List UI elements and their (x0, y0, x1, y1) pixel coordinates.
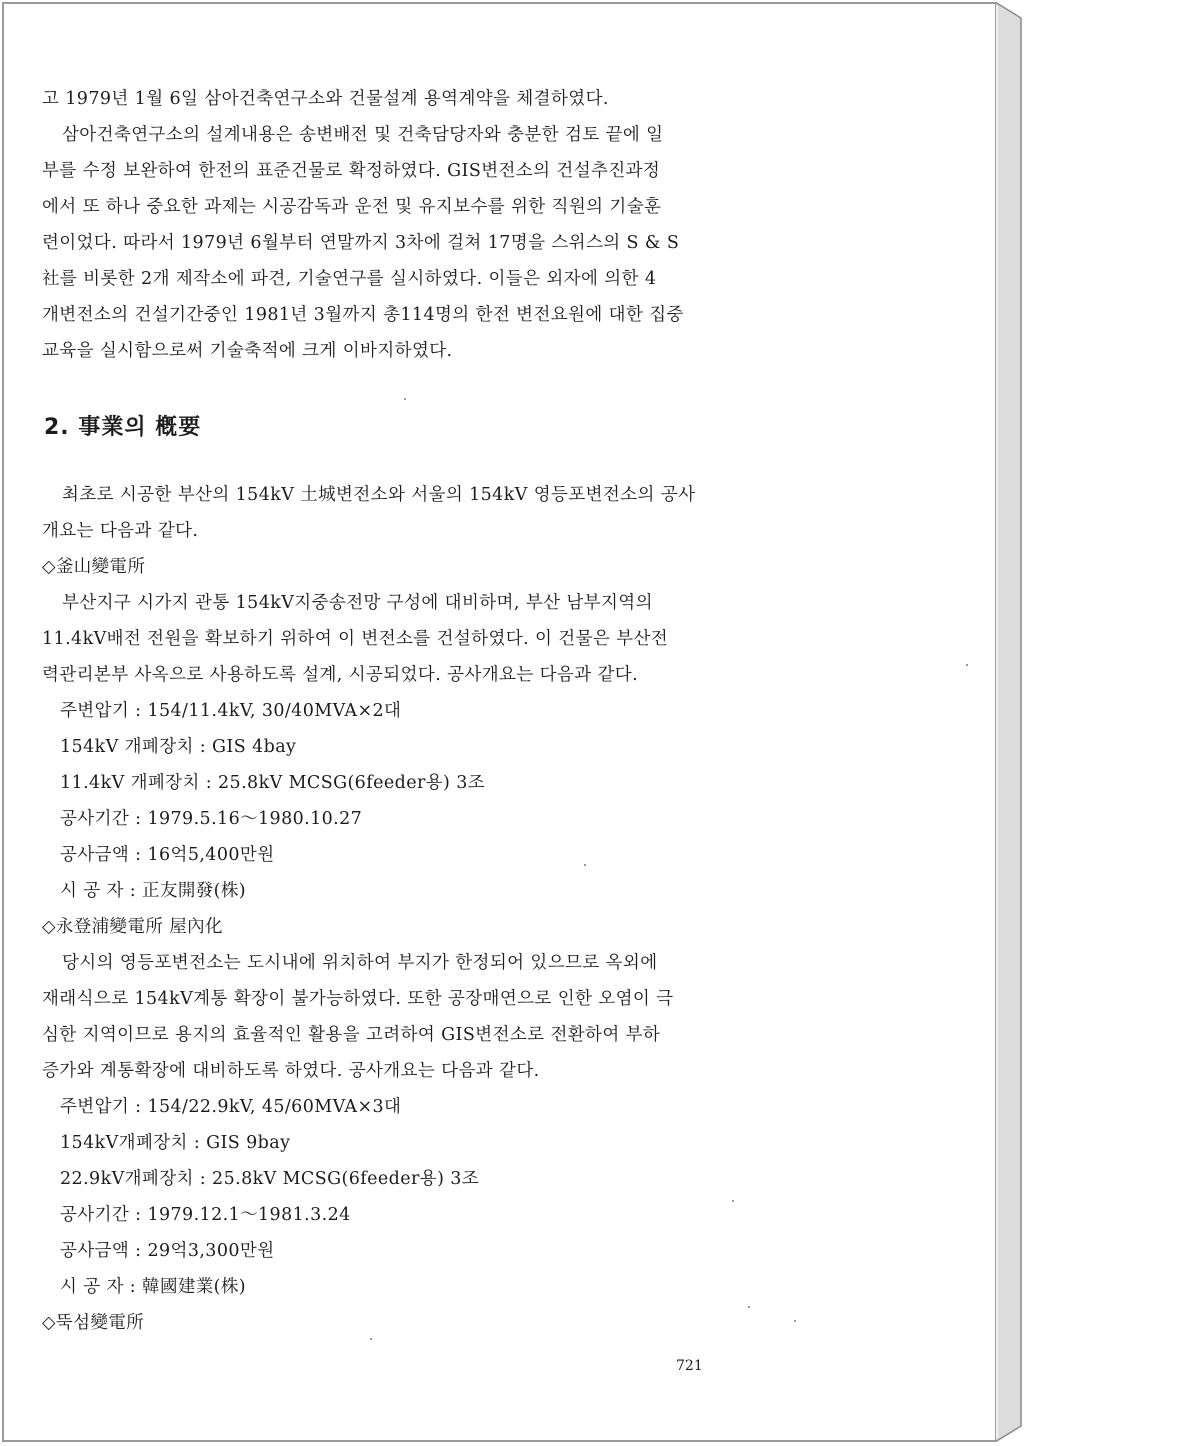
subsection-title: ◇釜山變電所 (42, 557, 146, 577)
subsection-title: ◇永登浦變電所 屋內化 (42, 917, 223, 937)
body-line: 11.4kV배전 전원을 확보하기 위하여 이 변전소를 건설하였다. 이 건물은 부산전 (42, 629, 669, 649)
body-line: 재래식으로 154kV계통 확장이 불가능하였다. 또한 공장매연으로 인한 오염이 극 (42, 989, 674, 1009)
spec-line: 11.4kV 개폐장치 : 25.8kV MCSG(6feeder용) 3조 (60, 773, 486, 793)
page-edge-shadow (995, 2, 1023, 1442)
spec-line: 주변압기 : 154/11.4kV, 30/40MVA×2대 (60, 701, 402, 721)
scan-speck (966, 664, 968, 666)
spec-line: 공사기간 : 1979.12.1～1981.3.24 (60, 1205, 351, 1225)
body-line: 부산지구 시가지 관통 154kV지중송전망 구성에 대비하며, 부산 남부지역의 (62, 593, 653, 613)
body-line: 부를 수정 보완하여 한전의 표준건물로 확정하였다. GIS변전소의 건설추진과정 (42, 161, 661, 181)
spec-line: 공사기간 : 1979.5.16～1980.10.27 (60, 809, 363, 829)
body-line: 당시의 영등포변전소는 도시내에 위치하여 부지가 한정되어 있으므로 옥외에 (62, 953, 658, 973)
body-line: 개변전소의 건설기간중인 1981년 3월까지 총114명의 한전 변전요원에 대한 집중 (42, 305, 684, 325)
scan-speck (404, 398, 406, 400)
subsection-title: ◇뚝섬變電所 (42, 1313, 145, 1333)
body-line: 심한 지역이므로 용지의 효율적인 활용을 고려하여 GIS변전소로 전환하여 부하 (42, 1025, 661, 1045)
spec-line: 154kV 개폐장치 : GIS 4bay (60, 737, 297, 757)
spec-line: 시 공 자 : 韓國建業(株) (60, 1277, 247, 1297)
body-line: 社를 비롯한 2개 제작소에 파견, 기술연구를 실시하였다. 이들은 외자에 의한 4 (42, 269, 657, 289)
scan-speck (748, 1306, 750, 1308)
spec-line: 시 공 자 : 正友開發(株) (60, 881, 247, 901)
section-heading: 2. 事業의 槪要 (44, 415, 202, 440)
spec-line: 주변압기 : 154/22.9kV, 45/60MVA×3대 (60, 1097, 402, 1117)
body-line: 력관리본부 사옥으로 사용하도록 설계, 시공되었다. 공사개요는 다음과 같다. (42, 665, 639, 685)
body-line: 삼아건축연구소의 설계내용은 송변배전 및 건축담당자와 충분한 검토 끝에 일 (62, 125, 664, 145)
scan-speck (584, 864, 586, 866)
scan-speck (370, 1338, 372, 1340)
document-page (2, 2, 995, 1442)
body-line: 증가와 계통확장에 대비하도록 하였다. 공사개요는 다음과 같다. (42, 1061, 540, 1081)
spec-line: 154kV개폐장치 : GIS 9bay (60, 1133, 291, 1153)
spec-line: 공사금액 : 29억3,300만원 (60, 1241, 275, 1261)
scan-speck (732, 1200, 734, 1202)
body-line: 개요는 다음과 같다. (42, 521, 199, 541)
scan-speck (794, 1320, 796, 1322)
body-line: 최초로 시공한 부산의 154kV 土城변전소와 서울의 154kV 영등포변전소의 공사 (62, 485, 696, 505)
body-line: 교육을 실시함으로써 기술축적에 크게 이바지하였다. (42, 341, 453, 361)
body-line: 에서 또 하나 중요한 과제는 시공감독과 운전 및 유지보수를 위한 직원의 기술훈 (42, 197, 662, 217)
body-line: 고 1979년 1월 6일 삼아건축연구소와 건물설계 용역계약을 체결하였다. (42, 89, 609, 109)
body-line: 련이었다. 따라서 1979년 6월부터 연말까지 3차에 걸쳐 17명을 스위스의 S & S (42, 233, 680, 253)
spec-line: 공사금액 : 16억5,400만원 (60, 845, 275, 865)
spec-line: 22.9kV개폐장치 : 25.8kV MCSG(6feeder용) 3조 (60, 1169, 480, 1189)
page-number: 721 (676, 1358, 703, 1374)
